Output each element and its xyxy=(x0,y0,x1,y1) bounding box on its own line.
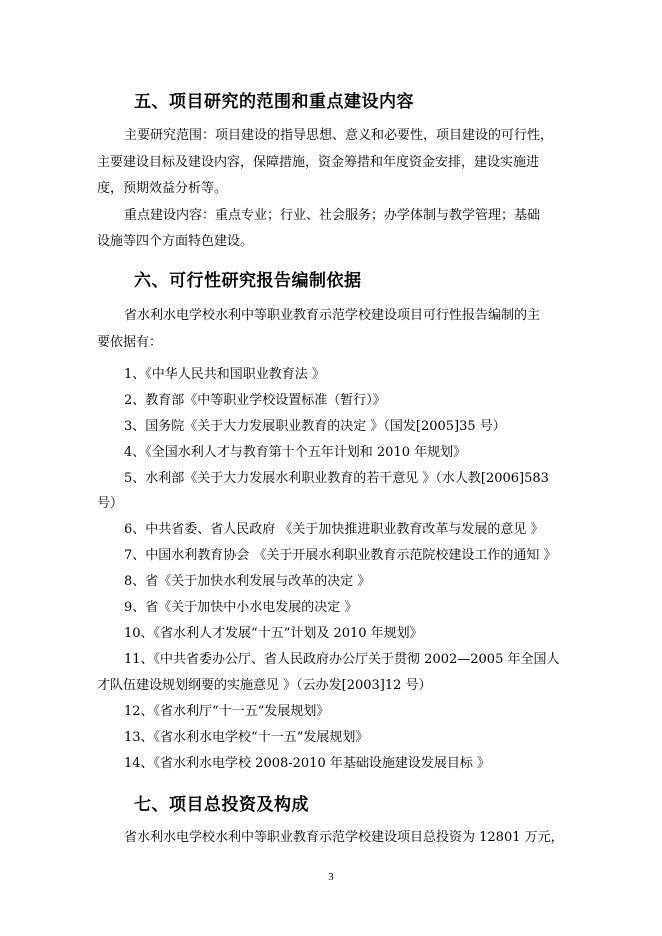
basis-item-3: 3、国务院《关于大力发展职业教育的决定 》（国发[2005]35 号） xyxy=(124,419,506,434)
basis-item-1: 1、《中华人民共和国职业教育法 》 xyxy=(124,367,325,382)
basis-item-11: 11、《中共省委办公厅、省人民政府办公厅关于贯彻 2002—2005 年全国人 xyxy=(124,652,560,667)
basis-intro-line-2: 要依据有： xyxy=(97,334,163,350)
basis-item-10: 10、《省水利人才发展“十五”计划及 2010 年规划》 xyxy=(124,626,423,641)
section-6-heading: 六、可行性研究报告编制依据 xyxy=(134,271,362,291)
basis-item-7: 7、中国水利教育协会 《关于开展水利职业教育示范院校建设工作的通知 》 xyxy=(124,548,557,563)
investment-text: 省水利水电学校水利中等职业教育示范学校建设项目总投资为 12801 万元， xyxy=(124,830,564,845)
page-number: 3 xyxy=(328,871,334,883)
basis-item-2: 2、教育部《中等职业学校设置标准（暂行）》 xyxy=(124,393,386,408)
basis-intro-line-1: 省水利水电学校水利中等职业教育示范学校建设项目可行性报告编制的主 xyxy=(124,308,541,323)
basis-item-5-cont: 号） xyxy=(97,496,124,511)
section-5-heading: 五、项目研究的范围和重点建设内容 xyxy=(134,92,414,112)
scope-line-2: 主要建设目标及建设内容，保障措施，资金筹措和年度资金安排，建设实施进 xyxy=(97,154,540,170)
section-7-heading: 七、项目总投资及构成 xyxy=(134,795,309,815)
basis-item-11-cont: 才队伍建设规划纲要的实施意见 》（云办发[2003]12 号） xyxy=(97,678,432,693)
basis-item-5: 5、水利部《关于大力发展水利职业教育的若干意见 》（水人教[2006]583 xyxy=(124,471,549,486)
basis-item-8: 8、省《关于加快水利发展与改革的决定 》 xyxy=(124,574,371,589)
scope-line-1: 主要研究范围：项目建设的指导思想、意义和必要性，项目建设的可行性， xyxy=(124,128,554,143)
scope-line-3: 度，预期效益分析等。 xyxy=(97,181,228,196)
basis-item-12: 12、《省水利厅“十一五”发展规划》 xyxy=(124,704,330,719)
basis-item-14: 14、《省水利水电学校 2008-2010 年基础设施建设发展目标 》 xyxy=(124,756,490,771)
basis-item-6: 6、中共省委、省人民政府 《关于加快推进职业教育改革与发展的意见 》 xyxy=(124,522,544,537)
basis-item-4: 4、《全国水利人才与教育第十个五年计划和 2010 年规划》 xyxy=(124,445,467,460)
basis-item-9: 9、省《关于加快中小水电发展的决定 》 xyxy=(124,600,358,615)
key-content-line-2: 设施等四个方面特色建设。 xyxy=(97,234,254,249)
basis-item-13: 13、《省水利水电学校“十一五”发展规划》 xyxy=(124,730,369,745)
key-content-line-1: 重点建设内容：重点专业；行业、社会服务；办学体制与教学管理；基础 xyxy=(124,207,541,223)
